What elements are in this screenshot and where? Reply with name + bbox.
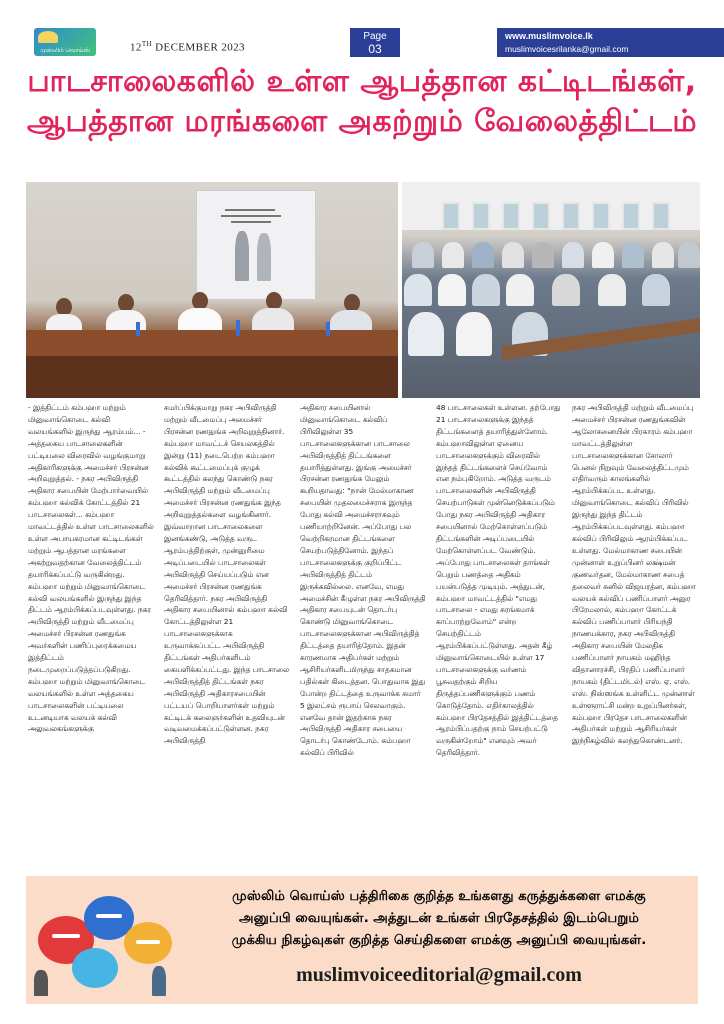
- banner-line-1: முஸ்லிம் வொய்ஸ் பத்திரிகை குறித்த உங்களது கருத்துக்களை எமக்கு: [232, 889, 646, 904]
- newspaper-logo[interactable]: [34, 28, 96, 56]
- feedback-banner: [26, 876, 698, 1004]
- person-icon: [152, 966, 166, 996]
- logo-icon: [38, 31, 58, 43]
- banner-line-3: முக்கிய நிகழ்வுகள் குறித்த செய்திகளை எமக்கு அனுப்பி வையுங்கள்.: [231, 933, 647, 948]
- banner-line-2: அனுப்பி வையுங்கள். அத்துடன் உங்கள் பிரதேசத்தில் இடம்பெறும்: [239, 911, 639, 926]
- banner-message: [186, 886, 692, 952]
- article-column-5: நகர அபிவிருத்தி மற்றும் வீடமைப்பு அமைச்சர் பிரசன்ன ரணதுங்கவின் ஆலோசனையின் பிரகாரம் கம்பஹா மாவட்டத்திலுள்ள பாடசாலைகளுக்கான சோலார் பெனல் நிறுவும் வேலைத்திட்டமும் எதிர்வரும் காலங்களில் ஆரம்பிக்கப்பட உள்ளது. மினுவாங்கொடை கல்விப் பிரிவில் இருந்து இந்த திட்டம் ஆரம்பிக்கப்படவுள்ளது. கம்பஹா கல்விப் பிரிவிலும் ஆரம்பிக்கப்பட உள்ளது. மேல்மாகாண சபையின் முன்னாள் உறுப்பினர் லக்ஷ்மன் குணவர்தன, மேல்மாகாண சபைத் தலைவர் சுனில் விஜயரத்ன, கம்பஹா வலயக் கல்விப் பணிப்பாளர் அனுர பிரேமலால், கம்பஹா கோட்டக் கல்விப் பணிப்பாளர் பிரியந்தி நாணயக்கார, நகர அபிவிருத்தி அதிகார சபையின் மேலதிக பணிப்பாளர் நாயகம் மஹிந்த விதானாரச்சி, பிரதிப் பணிப்பாளர் நாயகம் (திட்டமிடல்) எஸ். ஏ. எஸ். எஸ். நிஸ்ஸங்க உள்ளிட்ட முன்னாள் உள்ளூராட்சி மன்ற உறுப்பினர்கள், கம்பஹா பிரதேச பாடசாலைகளின் அதிபர்கள் மற்றும் ஆசிரியர்கள் இந்நிகழ்வில் கலந்துகொண்டனர்.: [572, 403, 696, 746]
- article-column-2: சமர்ப்பிக்குமாறு நகர அபிவிருத்தி மற்றும் வீடமைப்பு அமைச்சர் பிரசன்ன ரணதுங்க அறிவுறுத்தினார். கம்பஹா மாவட்டச் செயலகத்தில் இன்று (11) நடைபெற்ற கம்பஹா கல்விக் கூட்டமைப்புக் குழுக் கூட்டத்தில் கலந்து கொண்டு நகர அபிவிருத்தி மற்றும் வீடமைப்பு அமைச்சர் பிரசன்ன ரணதுங்க இந்த அறிவுறுத்தல்களை வழங்கினார். இவ்வாறான பாடசாலைகளை இனங்கண்டு, அடுத்த வருட ஆரம்பத்திற்குள், முன்னுரிமை அடிப்படையில் பாடசாலைகள் அபிவிருத்தி செய்யப்படும் என அமைச்சர் பிரசன்ன ரணதுங்க தெரிவித்தார். நகர அபிவிருத்தி அதிகார சபையினால் கம்பஹா கல்வி கோட்டத்திலுள்ள 21 பாடசாலைகளுக்காக உருவாக்கப்பட்ட அபிவிருத்தி திட்டங்கள் அதிபர்களிடம் கையளிக்கப்பட்டது. இந்த பாடசாலை அபிவிருத்தித் திட்டங்கள் நகர அபிவிருத்தி அதிகாரசபையின் பட்டயப் பொறியாளர்கள் மற்றும் கட்டிடக் கலைஞர்களின் உதவியுடன் வடிவமைக்கப்பட்டுள்ளன. நகர அபிவிருத்தி: [164, 403, 289, 746]
- photo-audience: [402, 182, 700, 398]
- headline-line-2: ஆபத்தான மரங்களை அகற்றும் வேலைத்திட்டம்: [27, 104, 697, 139]
- article-column-1: - இத்திட்டம் கம்பஹா மற்றும் மினுவாங்கொடை கல்வி வலயங்களில் இருந்து ஆரம்பம்... - அத்தகைய பாடசாலைகளின் பட்டியலை விரைவில் வழங்குமாறு அதிகாரிகளுக்கு அமைச்சர் பிரசன்ன அறிவுறுத்தல். - நகர அபிவிருத்தி அதிகார சபையின் மேற்பார்வையில் கம்பஹா கல்விக் கோட்டத்தில் 21 பாடசாலைகள்... கம்பஹா மாவட்டத்தில் உள்ள பாடசாலைகளில் உள்ள அபாயகரமான கட்டிடங்கள் மற்றும் ஆபத்தான மரங்களை அகற்றுவதற்கான வேலைத்திட்டம் தயாரிக்கப்பட்டு வருகின்றது. கம்பஹா மற்றும் மினுவாங்கொடை கல்வி வலயங்களில் இருந்து இந்த திட்டம் ஆரம்பிக்கப்படவுள்ளது. நகர அபிவிருத்தி மற்றும் வீடமைப்பு அமைச்சர் பிரசன்ன ரணதுங்க அவர்களின் பணிப்புரைக்கமைய இத்திட்டம் நடைமுறைப்படுத்தப்படுகிறது. கம்பஹா மற்றும் மினுவாங்கொடை வலயங்களில் உள்ள அத்தகைய பாடசாலைகளின் பட்டியலை உடனடியாக வலயக் கல்வி அலுவலகங்களுக்கு: [28, 403, 154, 734]
- headline-line-1: பாடசாலைகளில் உள்ள ஆபத்தான கட்டிடங்கள்,: [27, 64, 697, 99]
- page-indicator: [350, 28, 400, 57]
- logo-text: முஸ்லிம் வொய்ஸ்: [40, 47, 90, 54]
- article-body: [28, 402, 700, 872]
- headline: [0, 62, 724, 142]
- panel-table: [26, 330, 398, 356]
- page-number: 03: [368, 42, 382, 56]
- page-header: [0, 0, 724, 58]
- page-label: Page: [363, 31, 387, 42]
- chat-bubbles-illustration: [32, 886, 182, 998]
- article-column-3: அதிகார சபையினால் மினுவாங்கொடை கல்விப் பிரிவிலுள்ள 35 பாடசாலைகளுக்கான பாடசாலை அபிவிருத்தித் திட்டங்களை தயாரித்துள்ளது. இங்கு அமைச்சர் பிரசன்ன ரணதுங்க மேலும் கூறியதாவது: "நான் மேல்மாகாண சபையின் முதலமைச்சராக இருந்த போது கல்வி அமைச்சராகவும் பணியாற்றினேன். அப்போது பல வெற்றிகரமான திட்டங்களை செயற்படுத்தினோம். இந்தப் பாடசாலைகளுக்கு குறிப்பிட்ட அபிவிருத்தித் திட்டம் இருக்கவில்லை. எனவே, எமது அமைச்சின் கீழுள்ள நகர அபிவிருத்தி அதிகார சபையுடன் தொடர்பு கொண்டு மினுவாங்கொடை பாடசாலைகளுக்கான அபிவிருத்தித் திட்டத்தை தயாரித்தோம். இதன் காரணமாக அதிபர்கள் மற்றும் ஆசிரியர்களிடமிருந்து சாதகமான பதில்கள் கிடைத்தன. பொதுவாக இது போன்ற திட்டத்தை உருவாக்க சுமார் 5 இலட்சம் ரூபாய் செலவாகும். எனவே தான் இதற்காக நகர அபிவிருத்தி அதிகார சபையை தொடர்பு கொண்டோம். கம்பஹா கல்விப் பிரிவில்: [300, 403, 426, 758]
- website-link[interactable]: www.muslimvoice.lk: [505, 31, 593, 41]
- contact-bar: [497, 28, 724, 57]
- photo-panel-discussion: [26, 182, 398, 398]
- projector-screen: [196, 190, 316, 300]
- editorial-email-link[interactable]: muslimvoiceeditorial@gmail.com: [296, 964, 582, 986]
- chat-bubble-icon: [72, 948, 118, 988]
- header-email-link[interactable]: muslimvoicesrilanka@gmail.com: [505, 44, 629, 54]
- issue-date: 12TH DECEMBER 2023: [130, 40, 245, 54]
- article-column-4: 48 பாடசாலைகள் உள்ளன. தற்போது 21 பாடசாலைகளுக்கு இந்தத் திட்டங்களைத் தயாரித்துள்ளோம். கம்பஹாவிலுள்ள ஏனைய பாடசாலைகளுக்கும் விரைவில் இந்தத் திட்டங்களைச் செய்வோம் என நம்புகிறோம். அடுத்த வருடம் பாடசாலைகளின் அபிவிருத்தி செயற்பாடுகள் முன்னெடுக்கப்படும் போது நகர அபிவிருத்தி அதிகார சபையினால் மேற்கொள்ளப்படும் திட்டங்களின் அடிப்படையில் மேற்கொள்ளப்பட வேண்டும். அப்போது பாடசாலைகள் தாங்கள் பெறும் பணத்தை அதிகம் பயன்படுத்த முடியும். அத்துடன், கம்பஹா மாவட்டத்தில் "எமது பாடசாலை - எமது சுரங்கமாக் காப்பாற்றுவோம்" என்ற செயற்திட்டம் ஆரம்பிக்கப்பட்டுள்ளது. அதன் கீழ் மினுவாங்கொடையில் உள்ள 17 பாடசாலைகளுக்கு வர்ணம் பூசுவதற்கும் சிறிய திருத்தப்பணிகளுக்கும் பணம் கொடுத்தோம். எதிர்காலத்தில் கம்பஹா பிரதேசத்தில் இத்திட்டத்தை ஆரம்பிப்பதற்கு நாம் செயற்பட்டு வருகின்றோம்" எனவும் அவர் தெரிவித்தார்.: [436, 403, 561, 758]
- person-icon: [34, 970, 48, 996]
